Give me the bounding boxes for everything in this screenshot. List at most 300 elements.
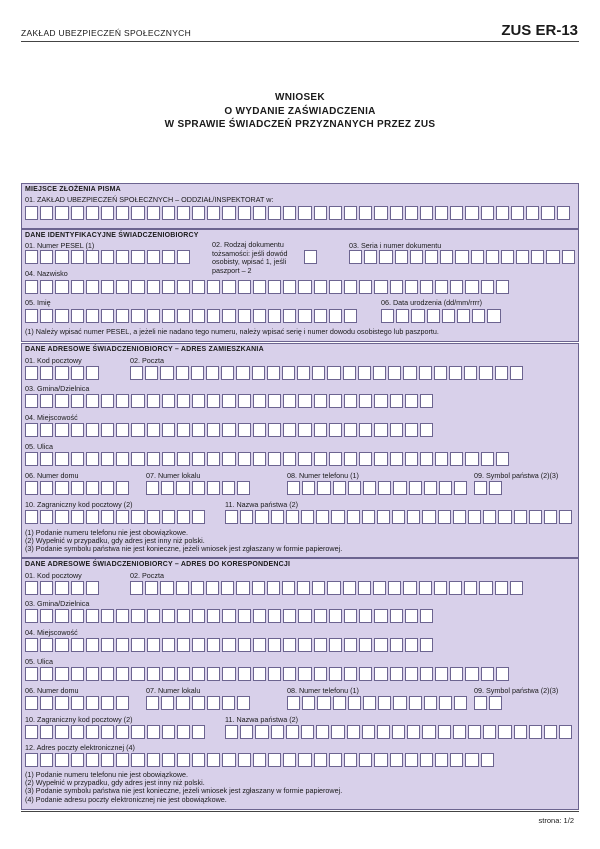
char-box[interactable] [450, 452, 463, 466]
char-box[interactable] [225, 510, 238, 524]
char-box[interactable] [162, 452, 175, 466]
char-box[interactable] [314, 753, 327, 767]
char-box[interactable] [86, 638, 99, 652]
char-box[interactable] [116, 452, 129, 466]
char-box[interactable] [529, 510, 542, 524]
char-box[interactable] [147, 394, 160, 408]
char-box[interactable] [359, 206, 372, 220]
char-box[interactable] [465, 667, 478, 681]
char-box[interactable] [298, 452, 311, 466]
char-box[interactable] [424, 696, 437, 710]
char-box[interactable] [240, 510, 253, 524]
char-box[interactable] [238, 394, 251, 408]
char-box[interactable] [344, 309, 357, 323]
char-box[interactable] [405, 609, 418, 623]
locality-input[interactable] [25, 638, 435, 652]
char-box[interactable] [206, 366, 219, 380]
char-box[interactable] [131, 250, 144, 264]
char-box[interactable] [435, 667, 448, 681]
char-box[interactable] [420, 423, 433, 437]
char-box[interactable] [392, 510, 405, 524]
char-box[interactable] [329, 280, 342, 294]
char-box[interactable] [177, 638, 190, 652]
char-box[interactable] [282, 581, 295, 595]
char-box[interactable] [86, 510, 99, 524]
char-box[interactable] [450, 667, 463, 681]
char-box[interactable] [329, 309, 342, 323]
municipality-input[interactable] [25, 609, 435, 623]
char-box[interactable] [55, 667, 68, 681]
char-box[interactable] [162, 250, 175, 264]
char-box[interactable] [359, 394, 372, 408]
char-box[interactable] [531, 250, 544, 264]
char-box[interactable] [101, 667, 114, 681]
char-box[interactable] [86, 481, 99, 495]
char-box[interactable] [268, 309, 281, 323]
char-box[interactable] [388, 581, 401, 595]
char-box[interactable] [131, 667, 144, 681]
char-box[interactable] [25, 250, 38, 264]
char-box[interactable] [222, 206, 235, 220]
char-box[interactable] [393, 696, 406, 710]
char-box[interactable] [268, 206, 281, 220]
char-box[interactable] [359, 423, 372, 437]
char-box[interactable] [435, 280, 448, 294]
char-box[interactable] [71, 452, 84, 466]
char-box[interactable] [145, 366, 158, 380]
char-box[interactable] [390, 206, 403, 220]
char-box[interactable] [317, 696, 330, 710]
char-box[interactable] [71, 309, 84, 323]
char-box[interactable] [86, 753, 99, 767]
char-box[interactable] [283, 394, 296, 408]
char-box[interactable] [333, 696, 346, 710]
char-box[interactable] [405, 452, 418, 466]
first-name-input[interactable] [25, 309, 359, 323]
char-box[interactable] [222, 481, 235, 495]
char-box[interactable] [101, 423, 114, 437]
char-box[interactable] [434, 366, 447, 380]
char-box[interactable] [559, 725, 572, 739]
char-box[interactable] [464, 581, 477, 595]
char-box[interactable] [25, 696, 38, 710]
char-box[interactable] [374, 206, 387, 220]
char-box[interactable] [374, 452, 387, 466]
char-box[interactable] [298, 638, 311, 652]
char-box[interactable] [207, 481, 220, 495]
char-box[interactable] [420, 753, 433, 767]
char-box[interactable] [283, 206, 296, 220]
char-box[interactable] [71, 481, 84, 495]
char-box[interactable] [333, 481, 346, 495]
char-box[interactable] [468, 510, 481, 524]
char-box[interactable] [271, 725, 284, 739]
char-box[interactable] [298, 280, 311, 294]
char-box[interactable] [374, 394, 387, 408]
char-box[interactable] [483, 725, 496, 739]
phone-input[interactable] [287, 696, 469, 710]
email-input[interactable] [25, 753, 496, 767]
char-box[interactable] [101, 309, 114, 323]
char-box[interactable] [71, 423, 84, 437]
char-box[interactable] [405, 753, 418, 767]
char-box[interactable] [147, 753, 160, 767]
char-box[interactable] [373, 366, 386, 380]
char-box[interactable] [71, 581, 84, 595]
char-box[interactable] [541, 206, 554, 220]
char-box[interactable] [388, 366, 401, 380]
char-box[interactable] [238, 638, 251, 652]
char-box[interactable] [329, 753, 342, 767]
char-box[interactable] [420, 638, 433, 652]
char-box[interactable] [374, 638, 387, 652]
char-box[interactable] [405, 423, 418, 437]
char-box[interactable] [442, 309, 455, 323]
char-box[interactable] [420, 452, 433, 466]
char-box[interactable] [344, 753, 357, 767]
apartment-number-input[interactable] [146, 696, 252, 710]
char-box[interactable] [253, 423, 266, 437]
char-box[interactable] [297, 581, 310, 595]
postal-code-input[interactable] [25, 581, 101, 595]
char-box[interactable] [298, 609, 311, 623]
char-box[interactable] [116, 696, 129, 710]
char-box[interactable] [55, 423, 68, 437]
char-box[interactable] [101, 481, 114, 495]
country-name-input[interactable] [225, 725, 574, 739]
char-box[interactable] [177, 423, 190, 437]
char-box[interactable] [162, 667, 175, 681]
char-box[interactable] [40, 481, 53, 495]
char-box[interactable] [162, 280, 175, 294]
char-box[interactable] [192, 423, 205, 437]
char-box[interactable] [464, 366, 477, 380]
char-box[interactable] [131, 423, 144, 437]
char-box[interactable] [405, 667, 418, 681]
char-box[interactable] [362, 510, 375, 524]
char-box[interactable] [147, 725, 160, 739]
char-box[interactable] [450, 753, 463, 767]
char-box[interactable] [238, 206, 251, 220]
char-box[interactable] [86, 452, 99, 466]
char-box[interactable] [86, 423, 99, 437]
char-box[interactable] [222, 309, 235, 323]
char-box[interactable] [349, 250, 362, 264]
char-box[interactable] [329, 452, 342, 466]
char-box[interactable] [301, 725, 314, 739]
char-box[interactable] [424, 481, 437, 495]
char-box[interactable] [222, 753, 235, 767]
char-box[interactable] [101, 510, 114, 524]
char-box[interactable] [55, 206, 68, 220]
char-box[interactable] [347, 510, 360, 524]
char-box[interactable] [86, 696, 99, 710]
char-box[interactable] [287, 696, 300, 710]
char-box[interactable] [131, 609, 144, 623]
char-box[interactable] [131, 309, 144, 323]
char-box[interactable] [501, 250, 514, 264]
char-box[interactable] [240, 725, 253, 739]
char-box[interactable] [420, 609, 433, 623]
char-box[interactable] [562, 250, 575, 264]
char-box[interactable] [374, 753, 387, 767]
char-box[interactable] [348, 696, 361, 710]
char-box[interactable] [207, 394, 220, 408]
char-box[interactable] [403, 581, 416, 595]
char-box[interactable] [347, 725, 360, 739]
char-box[interactable] [25, 753, 38, 767]
char-box[interactable] [364, 250, 377, 264]
char-box[interactable] [457, 309, 470, 323]
char-box[interactable] [479, 581, 492, 595]
char-box[interactable] [101, 250, 114, 264]
char-box[interactable] [176, 581, 189, 595]
char-box[interactable] [283, 667, 296, 681]
char-box[interactable] [131, 638, 144, 652]
char-box[interactable] [222, 696, 235, 710]
char-box[interactable] [474, 696, 487, 710]
char-box[interactable] [268, 394, 281, 408]
char-box[interactable] [176, 481, 189, 495]
char-box[interactable] [405, 638, 418, 652]
char-box[interactable] [40, 452, 53, 466]
char-box[interactable] [363, 481, 376, 495]
char-box[interactable] [147, 452, 160, 466]
char-box[interactable] [131, 725, 144, 739]
char-box[interactable] [314, 638, 327, 652]
char-box[interactable] [407, 725, 420, 739]
char-box[interactable] [410, 250, 423, 264]
char-box[interactable] [25, 280, 38, 294]
char-box[interactable] [116, 638, 129, 652]
char-box[interactable] [130, 581, 143, 595]
char-box[interactable] [176, 366, 189, 380]
char-box[interactable] [116, 250, 129, 264]
char-box[interactable] [192, 452, 205, 466]
char-box[interactable] [147, 667, 160, 681]
char-box[interactable] [344, 638, 357, 652]
surname-input[interactable] [25, 280, 511, 294]
char-box[interactable] [268, 667, 281, 681]
char-box[interactable] [177, 510, 190, 524]
char-box[interactable] [271, 510, 284, 524]
char-box[interactable] [395, 250, 408, 264]
char-box[interactable] [495, 581, 508, 595]
char-box[interactable] [55, 696, 68, 710]
char-box[interactable] [331, 510, 344, 524]
country-name-input[interactable] [225, 510, 574, 524]
char-box[interactable] [177, 667, 190, 681]
char-box[interactable] [314, 609, 327, 623]
char-box[interactable] [405, 394, 418, 408]
char-box[interactable] [131, 452, 144, 466]
char-box[interactable] [207, 423, 220, 437]
char-box[interactable] [363, 696, 376, 710]
char-box[interactable] [283, 609, 296, 623]
char-box[interactable] [131, 206, 144, 220]
char-box[interactable] [253, 452, 266, 466]
char-box[interactable] [379, 250, 392, 264]
char-box[interactable] [268, 638, 281, 652]
char-box[interactable] [314, 423, 327, 437]
char-box[interactable] [222, 609, 235, 623]
char-box[interactable] [55, 250, 68, 264]
char-box[interactable] [465, 280, 478, 294]
char-box[interactable] [146, 696, 159, 710]
char-box[interactable] [343, 366, 356, 380]
char-box[interactable] [344, 667, 357, 681]
char-box[interactable] [286, 510, 299, 524]
char-box[interactable] [116, 609, 129, 623]
char-box[interactable] [161, 481, 174, 495]
char-box[interactable] [162, 206, 175, 220]
char-box[interactable] [207, 206, 220, 220]
char-box[interactable] [222, 280, 235, 294]
char-box[interactable] [71, 250, 84, 264]
char-box[interactable] [314, 280, 327, 294]
char-box[interactable] [116, 206, 129, 220]
char-box[interactable] [390, 638, 403, 652]
char-box[interactable] [25, 609, 38, 623]
char-box[interactable] [147, 250, 160, 264]
char-box[interactable] [162, 394, 175, 408]
char-box[interactable] [344, 423, 357, 437]
char-box[interactable] [253, 309, 266, 323]
char-box[interactable] [405, 206, 418, 220]
char-box[interactable] [116, 309, 129, 323]
char-box[interactable] [101, 452, 114, 466]
char-box[interactable] [422, 725, 435, 739]
char-box[interactable] [131, 753, 144, 767]
char-box[interactable] [192, 481, 205, 495]
char-box[interactable] [314, 206, 327, 220]
char-box[interactable] [559, 510, 572, 524]
char-box[interactable] [177, 206, 190, 220]
char-box[interactable] [390, 394, 403, 408]
char-box[interactable] [283, 309, 296, 323]
char-box[interactable] [25, 581, 38, 595]
char-box[interactable] [283, 753, 296, 767]
char-box[interactable] [344, 609, 357, 623]
char-box[interactable] [422, 510, 435, 524]
char-box[interactable] [177, 609, 190, 623]
char-box[interactable] [147, 423, 160, 437]
char-box[interactable] [25, 667, 38, 681]
char-box[interactable] [420, 280, 433, 294]
char-box[interactable] [192, 280, 205, 294]
char-box[interactable] [71, 510, 84, 524]
document-number-input[interactable] [349, 250, 577, 264]
char-box[interactable] [544, 725, 557, 739]
char-box[interactable] [472, 309, 485, 323]
char-box[interactable] [55, 366, 68, 380]
char-box[interactable] [162, 725, 175, 739]
char-box[interactable] [373, 581, 386, 595]
char-box[interactable] [116, 753, 129, 767]
char-box[interactable] [177, 452, 190, 466]
char-box[interactable] [358, 366, 371, 380]
char-box[interactable] [86, 206, 99, 220]
char-box[interactable] [454, 481, 467, 495]
foreign-postal-code-input[interactable] [25, 725, 207, 739]
char-box[interactable] [131, 510, 144, 524]
char-box[interactable] [222, 667, 235, 681]
char-box[interactable] [192, 725, 205, 739]
char-box[interactable] [411, 309, 424, 323]
char-box[interactable] [489, 481, 502, 495]
char-box[interactable] [327, 366, 340, 380]
char-box[interactable] [557, 206, 570, 220]
char-box[interactable] [390, 609, 403, 623]
char-box[interactable] [147, 309, 160, 323]
char-box[interactable] [86, 250, 99, 264]
char-box[interactable] [440, 250, 453, 264]
char-box[interactable] [312, 581, 325, 595]
char-box[interactable] [147, 510, 160, 524]
char-box[interactable] [222, 452, 235, 466]
char-box[interactable] [101, 206, 114, 220]
char-box[interactable] [419, 366, 432, 380]
char-box[interactable] [481, 753, 494, 767]
char-box[interactable] [225, 725, 238, 739]
char-box[interactable] [116, 280, 129, 294]
char-box[interactable] [546, 250, 559, 264]
char-box[interactable] [298, 753, 311, 767]
char-box[interactable] [435, 452, 448, 466]
char-box[interactable] [438, 725, 451, 739]
char-box[interactable] [192, 394, 205, 408]
char-box[interactable] [283, 452, 296, 466]
char-box[interactable] [40, 510, 53, 524]
birth-date-input[interactable] [381, 309, 503, 323]
char-box[interactable] [453, 725, 466, 739]
char-box[interactable] [253, 206, 266, 220]
char-box[interactable] [222, 423, 235, 437]
char-box[interactable] [487, 309, 500, 323]
char-box[interactable] [450, 206, 463, 220]
char-box[interactable] [55, 481, 68, 495]
char-box[interactable] [116, 667, 129, 681]
char-box[interactable] [420, 206, 433, 220]
char-box[interactable] [344, 280, 357, 294]
char-box[interactable] [374, 423, 387, 437]
char-box[interactable] [449, 581, 462, 595]
char-box[interactable] [359, 753, 372, 767]
char-box[interactable] [192, 667, 205, 681]
char-box[interactable] [344, 394, 357, 408]
char-box[interactable] [86, 725, 99, 739]
char-box[interactable] [116, 510, 129, 524]
char-box[interactable] [207, 609, 220, 623]
char-box[interactable] [439, 696, 452, 710]
char-box[interactable] [267, 366, 280, 380]
char-box[interactable] [287, 481, 300, 495]
char-box[interactable] [177, 309, 190, 323]
char-box[interactable] [40, 423, 53, 437]
char-box[interactable] [131, 280, 144, 294]
char-box[interactable] [25, 423, 38, 437]
char-box[interactable] [312, 366, 325, 380]
char-box[interactable] [25, 638, 38, 652]
char-box[interactable] [496, 452, 509, 466]
char-box[interactable] [510, 581, 523, 595]
char-box[interactable] [420, 394, 433, 408]
char-box[interactable] [374, 609, 387, 623]
char-box[interactable] [329, 638, 342, 652]
char-box[interactable] [145, 581, 158, 595]
house-number-input[interactable] [25, 696, 131, 710]
char-box[interactable] [207, 667, 220, 681]
